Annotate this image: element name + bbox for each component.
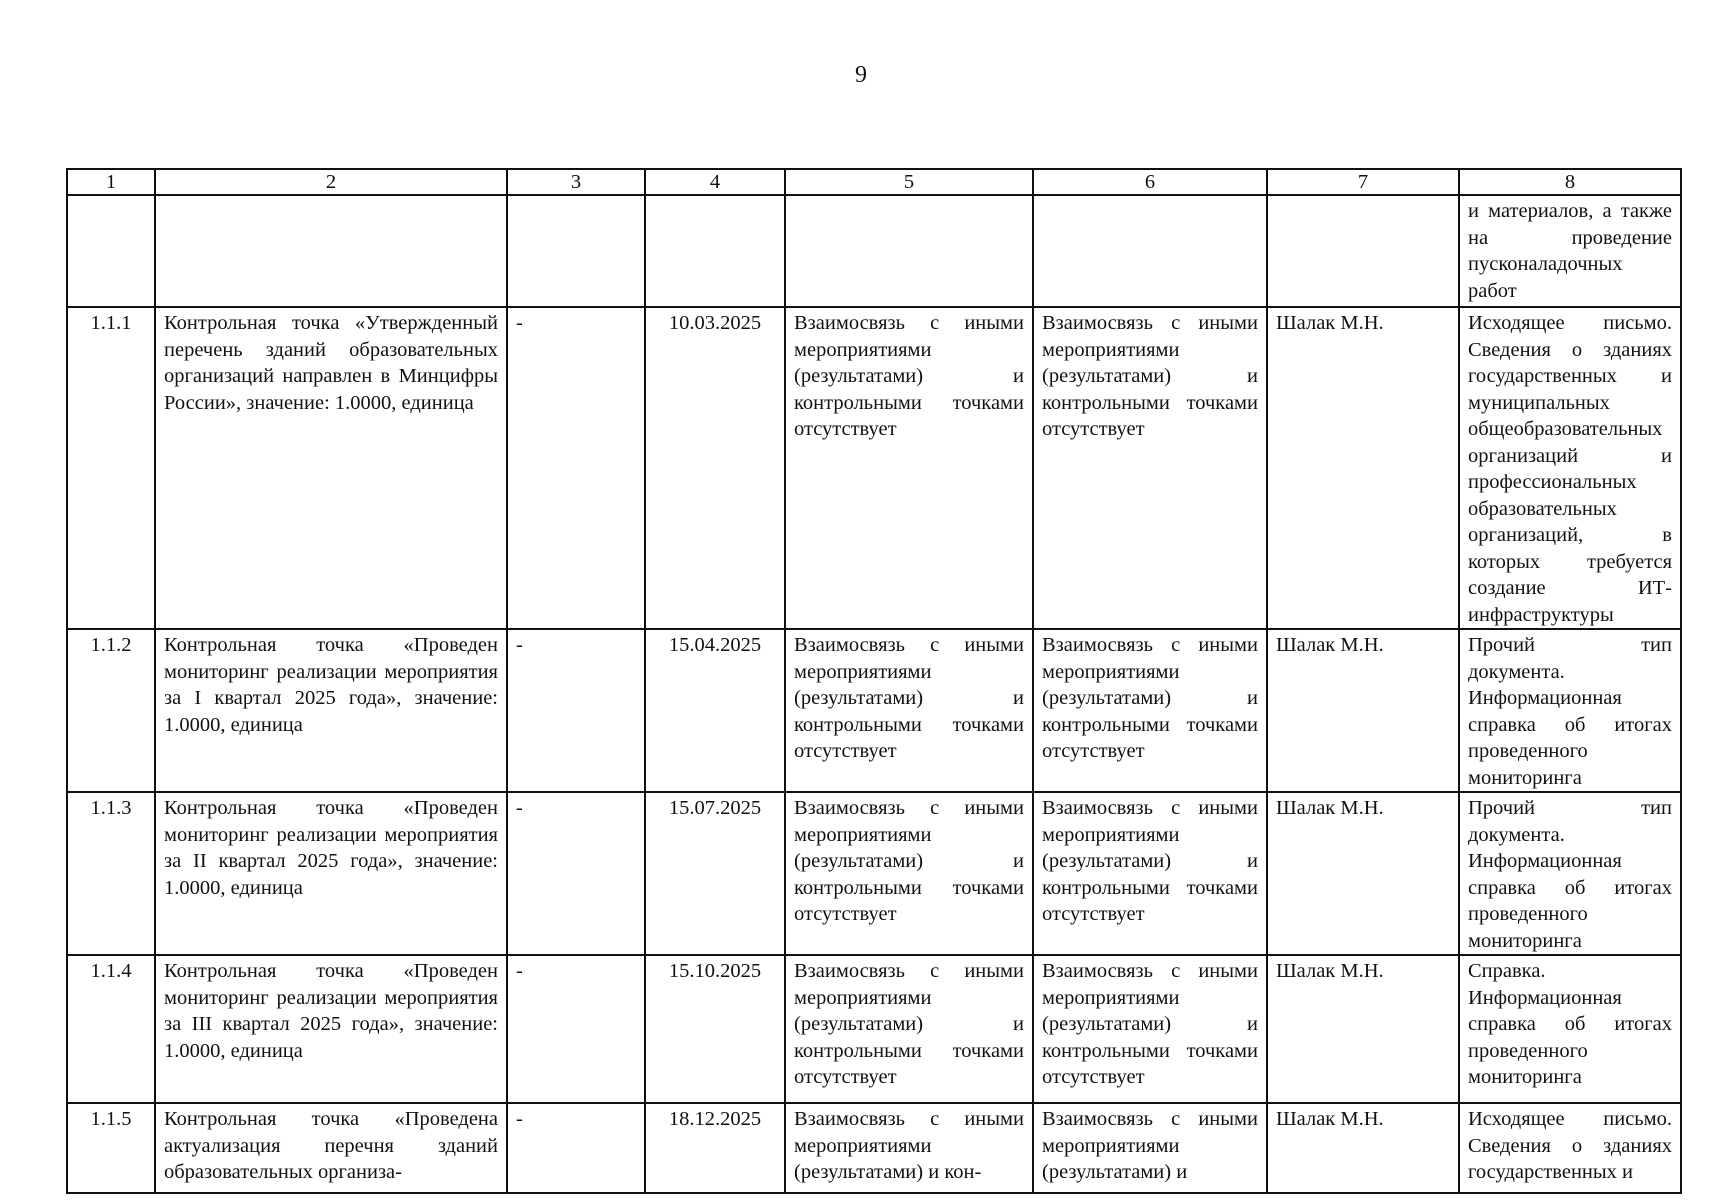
successor-cell	[1033, 195, 1267, 307]
row-number-cell: 1.1.2	[67, 629, 155, 792]
description-cell: Контрольная точка «Проведен мониторинг реализации мероприятия за III квартал 2025 года», значение: 1.0000, единица	[155, 955, 507, 1103]
date-cell: 15.07.2025	[645, 792, 785, 955]
responsible-cell: Шалак М.Н.	[1267, 307, 1459, 629]
successor-cell: Взаимосвязь с иными мероприятиями (результатами) и контрольными точками отсутствует	[1033, 955, 1267, 1103]
control-points-table	[66, 168, 1682, 1194]
table-row	[67, 955, 1681, 1103]
table-row	[67, 195, 1681, 307]
row-number-cell: 1.1.3	[67, 792, 155, 955]
successor-cell: Взаимосвязь с иными мероприятиями (результатами) и контрольными точками отсутствует	[1033, 792, 1267, 955]
responsible-cell: Шалак М.Н.	[1267, 792, 1459, 955]
base-cell: -	[507, 629, 645, 792]
successor-cell: Взаимосвязь с иными мероприятиями (результатами) и контрольными точками отсутствует	[1033, 629, 1267, 792]
row-number-cell: 1.1.5	[67, 1103, 155, 1193]
table-row	[67, 629, 1681, 792]
row-number-cell: 1.1.4	[67, 955, 155, 1103]
document-cell: Исходящее письмо. Сведения о зданиях государственных и муниципальных общеобразовательных организаций и профессиональных образовательных организаций, в которых требуется создание ИТ-инфраструктуры	[1459, 307, 1681, 629]
table-row	[67, 307, 1681, 629]
document-cell: Исходящее письмо. Сведения о зданиях государственных и	[1459, 1103, 1681, 1193]
document-cell: Прочий тип документа. Информационная справка об итогах проведенного мониторинга	[1459, 792, 1681, 955]
description-cell: Контрольная точка «Проведен мониторинг реализации мероприятия за I квартал 2025 года», значение: 1.0000, единица	[155, 629, 507, 792]
row-number-cell	[67, 195, 155, 307]
predecessor-cell: Взаимосвязь с иными мероприятиями (результатами) и контрольными точками отсутствует	[785, 629, 1033, 792]
column-header: 8	[1459, 169, 1681, 195]
column-header: 6	[1033, 169, 1267, 195]
base-cell: -	[507, 792, 645, 955]
responsible-cell: Шалак М.Н.	[1267, 1103, 1459, 1193]
date-cell: 10.03.2025	[645, 307, 785, 629]
date-cell: 15.10.2025	[645, 955, 785, 1103]
description-cell: Контрольная точка «Проведен мониторинг реализации мероприятия за II квартал 2025 года», значение: 1.0000, единица	[155, 792, 507, 955]
base-cell: -	[507, 955, 645, 1103]
successor-cell: Взаимосвязь с иными мероприятиями (результатами) и контрольными точками отсутствует	[1033, 307, 1267, 629]
document-cell: и материалов, а также на проведение пусконаладочных работ	[1459, 195, 1681, 307]
header-row	[67, 169, 1681, 195]
responsible-cell: Шалак М.Н.	[1267, 955, 1459, 1103]
responsible-cell: Шалак М.Н.	[1267, 629, 1459, 792]
page-number: 9	[855, 62, 867, 88]
row-number-cell: 1.1.1	[67, 307, 155, 629]
base-cell: -	[507, 1103, 645, 1193]
predecessor-cell: Взаимосвязь с иными мероприятиями (результатами) и контрольными точками отсутствует	[785, 307, 1033, 629]
description-cell	[155, 195, 507, 307]
table-row	[67, 792, 1681, 955]
predecessor-cell: Взаимосвязь с иными мероприятиями (результатами) и контрольными точками отсутствует	[785, 792, 1033, 955]
table-row	[67, 1103, 1681, 1193]
description-cell: Контрольная точка «Утвержденный перечень зданий образовательных организаций направлен в Минцифры России», значение: 1.0000, единица	[155, 307, 507, 629]
date-cell: 15.04.2025	[645, 629, 785, 792]
column-header: 4	[645, 169, 785, 195]
predecessor-cell: Взаимосвязь с иными мероприятиями (результатами) и контрольными точками отсутствует	[785, 955, 1033, 1103]
column-header: 5	[785, 169, 1033, 195]
column-header: 2	[155, 169, 507, 195]
base-cell: -	[507, 307, 645, 629]
column-header: 1	[67, 169, 155, 195]
description-cell: Контрольная точка «Проведена актуализация перечня зданий образовательных организа-	[155, 1103, 507, 1193]
column-header: 7	[1267, 169, 1459, 195]
responsible-cell	[1267, 195, 1459, 307]
successor-cell: Взаимосвязь с иными мероприятиями (результатами) и	[1033, 1103, 1267, 1193]
date-cell: 18.12.2025	[645, 1103, 785, 1193]
predecessor-cell: Взаимосвязь с иными мероприятиями (результатами) и кон-	[785, 1103, 1033, 1193]
base-cell	[507, 195, 645, 307]
document-cell: Справка. Информационная справка об итогах проведенного мониторинга	[1459, 955, 1681, 1103]
column-header: 3	[507, 169, 645, 195]
date-cell	[645, 195, 785, 307]
predecessor-cell	[785, 195, 1033, 307]
document-cell: Прочий тип документа. Информационная справка об итогах проведенного мониторинга	[1459, 629, 1681, 792]
